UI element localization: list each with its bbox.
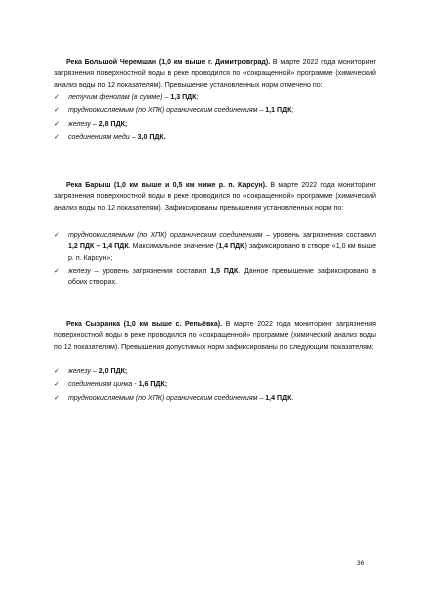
section-3-heading: Река Сызранка (1,0 км выше с. Репьёвка). — [66, 321, 223, 328]
list-item: ✓ трудноокисляемым (по ХПК) органическим соединениям – уровень загрязнения составил 1,2 ПДК – 1,4 ПДК. Максимальное значение (1,4 ПДК) зафиксировано в створе «1,0 км выше р. п. Карсун»; — [54, 232, 377, 262]
list-item: ✓ железу – 2,0 ПДК; — [54, 366, 376, 377]
section-3-list — [54, 366, 376, 406]
section-1-intro: В марте 2022 года мониторинг загрязнения поверхностной воды в реке проводился по «сокращенной» программе (химический анализ воды по 12 показателям). Превышение установленных норм отмечено по: — [54, 59, 376, 89]
checkmark-icon: ✓ — [54, 368, 60, 375]
list-item: ✓ соединениям цинка - 1,6 ПДК; — [54, 379, 376, 390]
list-item: ✓ летучим фенолам (в сумме) – 1,3 ПДК; — [54, 92, 376, 103]
section-3-intro: В марте 2022 года мониторинг загрязнения поверхностной воды в реке проводился по «сокращенной» программе (химический анализ воды по 12 показателям). Превышения допустимых норм зафиксированы по следующим показателям: — [54, 321, 376, 351]
section-2-heading: Река Барыш (1,0 км выше и 0,5 км ниже р. п. Карсун). — [66, 182, 267, 189]
section-2-list — [54, 230, 376, 288]
checkmark-icon: ✓ — [54, 94, 60, 101]
section-2-intro: В марте 2022 года мониторинг загрязнения поверхностной воды в реке проводился по «сокращенной» программе (химический анализ воды по 12 показателям). Зафиксированы превышения установленных норм по: — [54, 182, 376, 212]
section-1-list — [54, 92, 376, 145]
section-2-paragraph — [54, 180, 376, 214]
list-item: ✓ железу – уровень загрязнения составил 1,5 ПДК. Данное превышение зафиксировано в обоих створах. — [54, 267, 377, 287]
list-item: ✓ трудноокисляемым (по ХПК) органическим соединениям – 1,4 ПДК. — [54, 393, 376, 404]
list-item: ✓ соединениям меди – 3,0 ПДК. — [54, 132, 376, 143]
checkmark-icon: ✓ — [54, 232, 60, 239]
checkmark-icon: ✓ — [54, 133, 60, 141]
list-item: ✓ трудноокисляемым (по ХПК) органическим соединениям – 1,1 ПДК; — [54, 105, 376, 116]
section-1-heading: Река Большой Черемшан (1,0 км выше г. Димитровград). — [66, 59, 271, 66]
page-number: 36 — [357, 560, 365, 567]
checkmark-icon: ✓ — [54, 394, 60, 402]
section-3-paragraph — [54, 319, 376, 353]
checkmark-icon: ✓ — [54, 381, 60, 389]
list-item: ✓ железу – 2,8 ПДК; — [54, 119, 376, 130]
checkmark-icon: ✓ — [54, 120, 60, 128]
checkmark-icon: ✓ — [54, 107, 60, 115]
section-1-paragraph — [54, 57, 376, 91]
checkmark-icon: ✓ — [54, 267, 60, 275]
